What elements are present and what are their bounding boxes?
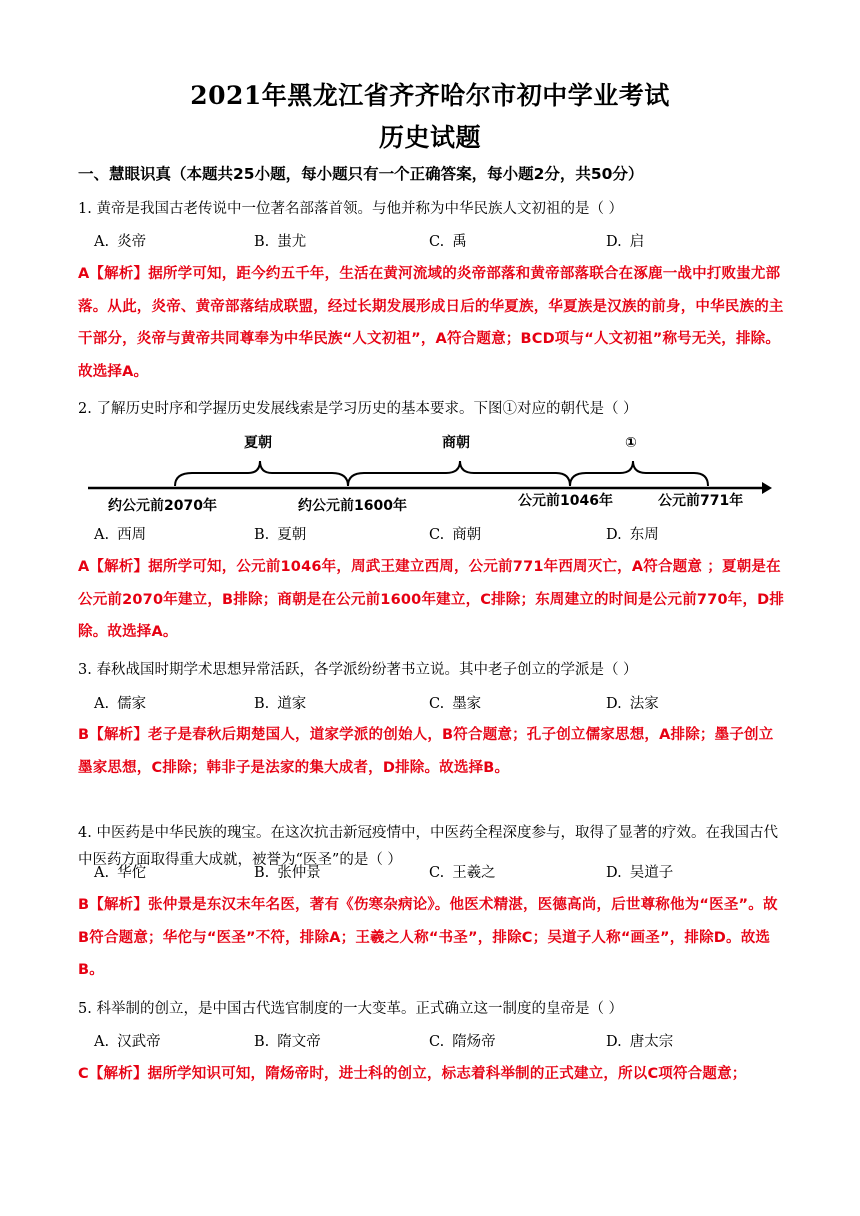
label-marker: ① (625, 435, 637, 451)
date-771: 公元前771年 (658, 493, 744, 509)
option-b: B. 道家 (254, 696, 307, 712)
question-3-stem: 3. 春秋战国时期学术思想异常活跃，各学派纷纷著书立说。其中老子创立的学派是（ ） (78, 662, 638, 678)
question-5-options (94, 1030, 794, 1052)
option-a: A. 炎帝 (94, 234, 147, 250)
date-1046: 公元前1046年 (518, 493, 613, 509)
question-2-stem: 2. 了解历史时序和学握历史发展线索是学习历史的基本要求。下图①对应的朝代是（ ） (78, 401, 638, 417)
option-b: B. 张仲景 (254, 865, 321, 881)
section-heading: 一、慧眼识真（本题共25小题，每小题只有一个正确答案，每小题2分，共50分） (78, 165, 644, 183)
question-1-analysis: A【解析】据所学可知，距今约五千年，生活在黄河流域的炎帝部落和黄帝部落联合在涿鹿一战中打败蚩尤部落。从此，炎帝、黄帝部落结成联盟，经过长期发展形成日后的华夏族，华夏族是汉族的前身，中华民族的主干部分，炎帝与黄帝共同尊奉为中华民族“人文初祖”，A符合题意；BCD项与“人文初祖”称号无关，排除。故选择A。 (78, 266, 784, 380)
option-c: C. 隋炀帝 (429, 1034, 496, 1050)
option-b: B. 蚩尤 (254, 234, 307, 250)
brace-shang (348, 461, 570, 486)
option-d: D. 吴道子 (606, 865, 674, 881)
label-shang: 商朝 (442, 435, 470, 451)
option-b: B. 隋文帝 (254, 1034, 321, 1050)
option-c: C. 商朝 (429, 527, 482, 543)
option-d: D. 法家 (606, 696, 659, 712)
date-2070: 约公元前2070年 (108, 498, 217, 514)
question-1-options (94, 230, 794, 252)
question-5-analysis: C【解析】据所学知识可知，隋炀帝时，进士科的创立，标志着科举制的正式建立，所以C项符合题意； (78, 1066, 747, 1082)
timeline-figure (80, 425, 780, 520)
question-5-stem: 5. 科举制的创立，是中国古代选官制度的一大变革。正式确立这一制度的皇帝是（ ） (78, 1001, 624, 1017)
option-c: C. 墨家 (429, 696, 482, 712)
timeline-arrowhead (762, 482, 772, 494)
option-d: D. 启 (606, 234, 645, 250)
question-4-stem: 4. 中医药是中华民族的瑰宝。在这次抗击新冠疫情中，中医药全程深度参与，取得了显著的疗效。在我国古代中医药方面取得重大成就，被誉为“医圣”的是（ ） (78, 825, 778, 868)
option-d: D. 东周 (606, 527, 659, 543)
timeline-svg (80, 425, 780, 520)
label-xia: 夏朝 (244, 435, 272, 451)
option-c: C. 王羲之 (429, 865, 496, 881)
question-3-analysis: B【解析】老子是春秋后期楚国人，道家学派的创始人，B符合题意；孔子创立儒家思想，A排除；墨子创立墨家思想，C排除；韩非子是法家的集大成者，D排除。故选择B。 (78, 727, 774, 776)
question-2-options (94, 523, 794, 545)
exam-title: 2021年黑龙江省齐齐哈尔市初中学业考试 (190, 81, 670, 110)
exam-subtitle: 历史试题 (378, 123, 481, 152)
option-a: A. 华佗 (94, 865, 147, 881)
question-1-stem: 1. 黄帝是我国古老传说中一位著名部落首领。与他并称为中华民族人文初祖的是（ ） (78, 201, 624, 217)
option-d: D. 唐太宗 (606, 1034, 674, 1050)
question-3-options (94, 692, 794, 714)
option-c: C. 禹 (429, 234, 467, 250)
option-a: A. 西周 (94, 527, 147, 543)
question-4-analysis: B【解析】张仲景是东汉末年名医，著有《伤寒杂病论》。他医术精湛，医德高尚，后世尊称他为“医圣”。故B符合题意；华佗与“医圣”不符，排除A；王羲之人称“书圣”，排除C；吴道子人称“画圣”，排除D。故选B。 (78, 897, 778, 978)
brace-marker (570, 461, 708, 486)
option-a: A. 儒家 (94, 696, 147, 712)
date-1600: 约公元前1600年 (298, 498, 407, 514)
question-2-analysis: A【解析】据所学可知，公元前1046年，周武王建立西周，公元前771年西周灭亡，A符合题意 ；夏朝是在公元前2070年建立，B排除；商朝是在公元前1600年建立，C排除；东周建立的时间是公元前770年，D排除。故选择A。 (78, 559, 785, 640)
brace-xia (175, 461, 348, 486)
option-a: A. 汉武帝 (94, 1034, 161, 1050)
option-b: B. 夏朝 (254, 527, 307, 543)
question-4-options (94, 861, 794, 883)
